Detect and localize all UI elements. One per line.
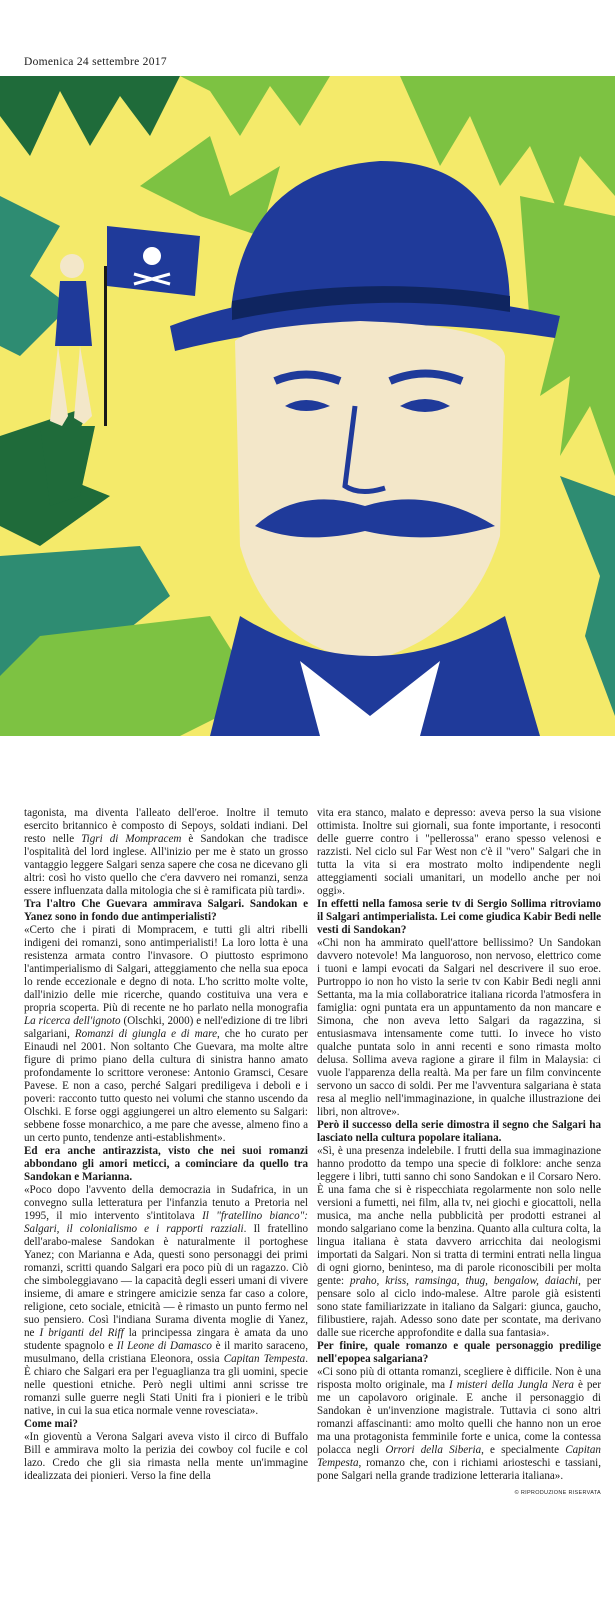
article-body [24,807,601,1587]
paragraph: «Certo che i pirati di Mompracem, e tutti gli altri ribelli indigeni dei romanzi, sono antimperialisti! La loro lotta è una resistenza armata contro l'invasore. O piuttosto esprimono l'antimperialismo di Salgari, atteggiamento che nella sua epoca lo rende eccezionale e degno di nota. L'ho scritto molte volte, dall'inizio delle mie ricerche, quando costituiva una vera e propria scoperta. Più di recente ne ho parlato nella monografia La ricerca dell'ignoto (Olschki, 2000) e nell'edizione di tre libri salgariani, Romanzi di giungla e di mare, che ho curato per Einaudi nel 2001. Non soltanto Che Guevara, ma molte altre figure di primo piano della cultura di sinistra hanno amato profondamente lo scrittore veronese: Antonio Gramsci, Cesare Pavese. E non a caso, perché Salgari prediligeva i deboli e i poveri: racconto tutto questo nei volumi che stanno uscendo da Olschki. E forse oggi aggiungerei un altro elemento su Salgari: sebbene fosse monarchico, a me pare che avesse, almeno fino a un certo punto, tendenze anti-establishment». [24,924,309,1144]
interview-question: Ed era anche antirazzista, visto che nei suoi romanzi abbondano gli amori meticci, a cominciare da quello tra Sandokan e Marianna. [24,1145,308,1183]
paragraph: vita era stanco, malato e depresso: aveva perso la sua visione ottimista. Inoltre sui giornali, sua fonte importante, i resoconti delle guerre contro i "pellerossa" erano spesso velenosi e razzisti. Nel ciclo sul Far West non c'è il "vero" Salgari che in tutta la vita si era mostrato molto indipendente negli atteggiamenti sociali umanitari, un modello anche per noi oggi». [317,807,601,897]
article-column-right [317,807,601,1587]
portrait-illustration [0,76,615,736]
interview-question: Per finire, quale romanzo e quale personaggio predilige nell'epopea salgariana? [317,1340,601,1365]
paragraph: «Chi non ha ammirato quell'attore bellissimo? Un Sandokan davvero notevole! Ma languoroso, non nervoso, elettrico come i tuoni e lampi evocati da Salgari nel descrivere il suo eroe. Purtroppo io non ho visto la serie tv con Kabir Bedi negli anni Settanta, ma la mia collaboratrice italiana ricorda l'atmosfera in famiglia: ogni puntata era un appuntamento da non mancare e Simona, che non aveva letto Salgari da ragazzina, si entusiasmava intensamente come tutti. Io invece ho visto qualche puntata solo in anni recenti e sono rimasta molto delusa. Sollima aveva ragione a girare il film in Malaysia: ci vuole l'apparenza della realtà. Ma per fare un film convincente servono un sacco di soldi. Per me l'avventura salgariana è stata resa al meglio nell'immaginazione, in qualche illustrazione dei libri, non altrove». [317,937,601,1118]
dateline: Domenica 24 settembre 2017 [24,56,167,68]
article-column-left [24,807,308,1587]
paragraph: «Sì, è una presenza indelebile. I frutti della sua immaginazione hanno prodotto da tempo una specie di folklore: anche senza leggere i libri, tutti sanno chi sono Sandokan e il Corsaro Nero. È una fama che si è rispecchiata regolarmente non solo nelle versioni a fumetti, nei film, alla tv, nei giochi e giocattoli, nella musica, ma anche nella pubblicità per prodotti estranei al mondo salgariano come la benzina. Quanto alla cultura colta, la lingua italiana è stata davvero arricchita dai neologismi importati da Salgari. Non si tratta di termini entrati nella lingua di ogni giorno, beninteso, ma di parole riconoscibili per molta gente: praho, kriss, ramsinga, thug, bengalow, daiachi, per pensare solo al ciclo indo-malese. Altre parole già esistenti sono state familiarizzate in italiano da Salgari: giunca, gaucho, filibustiere, rajah. Adesso sono date per scontate, ma derivano dalle sue ricerche approfondite e dalla sua fantasia». [317,1145,601,1339]
interview-question: In effetti nella famosa serie tv di Sergio Sollima ritroviamo il Salgari antimperialista. Lei come giudica Kabir Bedi nelle vesti di Sandokan? [317,898,601,936]
illustration [0,76,615,736]
paragraph: «Poco dopo l'avvento della democrazia in Sudafrica, in un convegno sulla letteratura per l'infanzia tenuto a Pretoria nel 1995, il mio intervento s'intitolava Il "fratellino bianco": Salgari, il colonialismo e i rapporti razziali. Il fratellino dell'arabo-malese Sandokan è naturalmente il portoghese Yanez; con Marianna e Ada, questi sono personaggi dei primi romanzi, scritti quando Salgari era poco più di un ragazzo. Ciò che simboleggiavano — la capacità degli esseri umani di vivere insieme, di amare e stringere amicizie senza far caso a colore, religione, ceto sociale, etnicità — è rimasto un punto fermo nel suo pensiero. Così l'indiana Surama diventa moglie di Yanez, ne I briganti del Riff la principessa zingara è amata da uno studente spagnolo e Il Leone di Damasco è il marito saraceno, musulmano, della cristiana Eleonora, ossia Capitan Tempesta. È chiaro che Salgari era per l'eguaglianza tra gli uomini, specie nelle questioni etniche. Però negli ultimi anni scrisse tre romanzi sulle guerre negli Stati Uniti fra i pionieri e le tribù native, in cui la sua etica normale venne rovesciata». [24,1184,308,1417]
paragraph: «In gioventù a Verona Salgari aveva visto il circo di Buffalo Bill e ammirava molto la perizia dei cowboy col fucile e col lazo. Credo che gli sia rimasta nella mente un'immagine idealizzata dei pionieri. Verso la fine della [24,1431,308,1482]
paragraph: tagonista, ma diventa l'alleato dell'eroe. Inoltre il temuto esercito britannico è composto di Sepoys, soldati indiani. Del resto nelle Tigri di Mompracem è Sandokan che tradisce l'ospitalità del lord inglese. All'inizio per me è stato un grosso vantaggio leggere Salgari senza sapere che cosa ne dicevano gli altri: così ho visto quello che c'era davvero nei romanzi, senza essere influenzata dalla mitologia che si è ramificata più tardi». [24,807,308,897]
interview-question: Tra l'altro Che Guevara ammirava Salgari. Sandokan e Yanez sono in fondo due antimperialisti? [24,898,308,923]
interview-question: Però il successo della serie dimostra il segno che Salgari ha lasciato nella cultura popolare italiana. [317,1119,601,1144]
paragraph: «Ci sono più di ottanta romanzi, scegliere è difficile. Non è una risposta molto originale, ma I misteri della Jungla Nera è per me un capolavoro originale. E anche il personaggio di Sandokan è un'invenzione magistrale. Tuttavia ci sono altri romanzi affascinanti: amo molto quelli che hanno non un eroe ma una protagonista femminile forte e unica, come la contessa polacca negli Orrori della Siberia, e specialmente Capitan Tempesta, romanzo che, con i richiami ariosteschi e tassiani, pone Salgari nella grande tradizione letteraria italiana». [317,1366,602,1482]
interview-question: Come mai? [24,1418,78,1430]
copyright-credit: © RIPRODUZIONE RISERVATA [514,1490,601,1496]
